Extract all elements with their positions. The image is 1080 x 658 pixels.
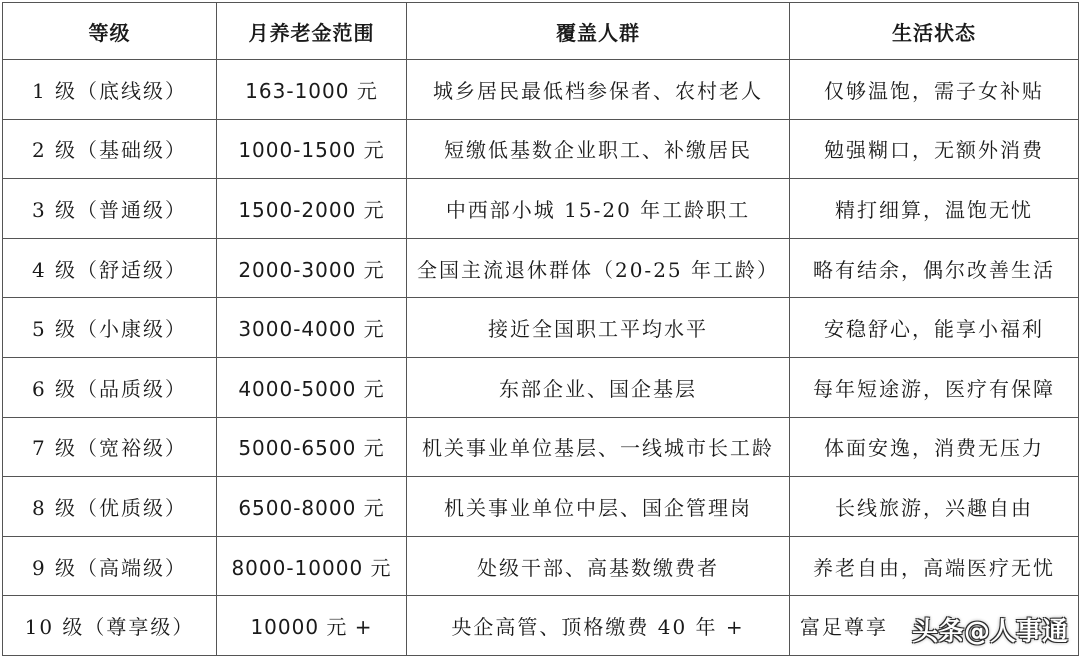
cell-group: 接近全国职工平均水平 — [407, 298, 790, 358]
cell-level: 5 级（小康级） — [3, 298, 217, 358]
cell-level: 6 级（品质级） — [3, 357, 217, 417]
header-living-status: 生活状态 — [790, 3, 1079, 60]
cell-level: 4 级（舒适级） — [3, 238, 217, 298]
cell-level: 8 级（优质级） — [3, 477, 217, 537]
cell-status: 勉强糊口，无额外消费 — [790, 119, 1079, 179]
cell-status: 富足尊享 — [790, 596, 1079, 656]
cell-level: 10 级（尊享级） — [3, 596, 217, 656]
cell-level: 3 级（普通级） — [3, 179, 217, 239]
header-covered-group: 覆盖人群 — [407, 3, 790, 60]
cell-group: 中西部小城 15-20 年工龄职工 — [407, 179, 790, 239]
cell-group: 东部企业、国企基层 — [407, 357, 790, 417]
cell-group: 机关事业单位基层、一线城市长工龄 — [407, 417, 790, 477]
pension-level-table — [2, 2, 1079, 656]
cell-status: 略有结余，偶尔改善生活 — [790, 238, 1079, 298]
cell-level: 2 级（基础级） — [3, 119, 217, 179]
cell-status: 安稳舒心，能享小福利 — [790, 298, 1079, 358]
cell-range: 2000-3000 元 — [217, 238, 407, 298]
cell-status: 养老自由，高端医疗无忧 — [790, 536, 1079, 596]
watermark-text: 头条@人事通 — [911, 617, 1068, 647]
cell-level: 1 级（底线级） — [3, 60, 217, 120]
table-row — [3, 119, 1079, 179]
table-row — [3, 238, 1079, 298]
header-level: 等级 — [3, 3, 217, 60]
table-row — [3, 536, 1079, 596]
cell-range: 10000 元 + — [217, 596, 407, 656]
cell-range: 1500-2000 元 — [217, 179, 407, 239]
table-row — [3, 357, 1079, 417]
cell-group: 央企高管、顶格缴费 40 年 + — [407, 596, 790, 656]
cell-range: 1000-1500 元 — [217, 119, 407, 179]
cell-group: 城乡居民最低档参保者、农村老人 — [407, 60, 790, 120]
cell-range: 163-1000 元 — [217, 60, 407, 120]
cell-level: 7 级（宽裕级） — [3, 417, 217, 477]
table-row — [3, 477, 1079, 537]
cell-level: 9 级（高端级） — [3, 536, 217, 596]
cell-range: 4000-5000 元 — [217, 357, 407, 417]
cell-group: 全国主流退休群体（20-25 年工龄） — [407, 238, 790, 298]
cell-range: 6500-8000 元 — [217, 477, 407, 537]
table-header-row — [3, 3, 1079, 60]
table-row — [3, 179, 1079, 239]
cell-status: 体面安逸，消费无压力 — [790, 417, 1079, 477]
cell-range: 8000-10000 元 — [217, 536, 407, 596]
cell-range: 5000-6500 元 — [217, 417, 407, 477]
cell-status: 精打细算，温饱无忧 — [790, 179, 1079, 239]
cell-status: 每年短途游，医疗有保障 — [790, 357, 1079, 417]
cell-group: 处级干部、高基数缴费者 — [407, 536, 790, 596]
cell-status: 长线旅游，兴趣自由 — [790, 477, 1079, 537]
cell-group: 机关事业单位中层、国企管理岗 — [407, 477, 790, 537]
table-row — [3, 596, 1079, 656]
table-row — [3, 417, 1079, 477]
cell-range: 3000-4000 元 — [217, 298, 407, 358]
table-row — [3, 298, 1079, 358]
header-monthly-pension-range: 月养老金范围 — [217, 3, 407, 60]
table-row — [3, 60, 1079, 120]
cell-status: 仅够温饱，需子女补贴 — [790, 60, 1079, 120]
cell-group: 短缴低基数企业职工、补缴居民 — [407, 119, 790, 179]
